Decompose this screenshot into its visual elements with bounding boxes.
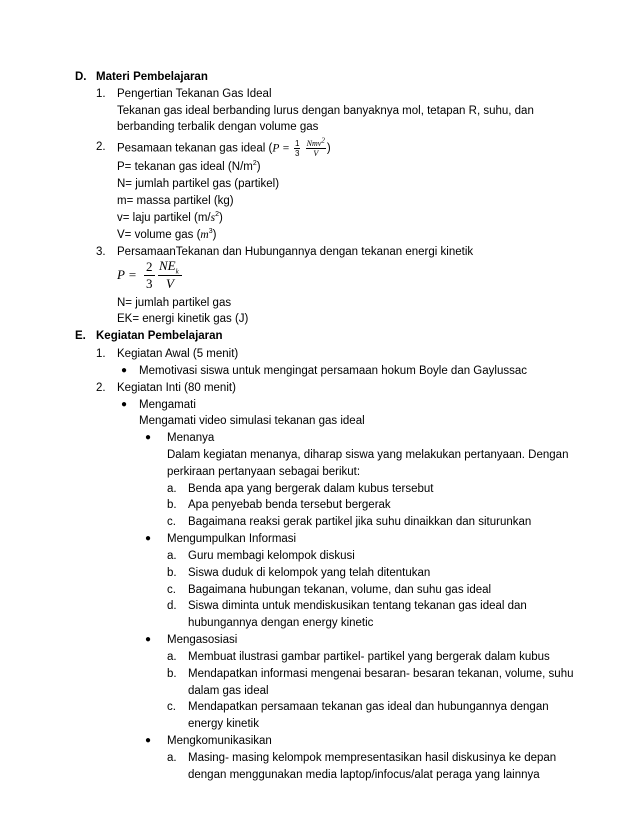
mengkomunikasikan-item-a: Masing- masing kelompok mempresentasikan hasil diskusinya ke depan: [188, 752, 557, 764]
mengasosiasi-item-a: Membuat ilustrasi gambar partikel- partikel yang bergerak dalam kubus: [188, 651, 550, 663]
mengumpulkan-item-b-label: b.: [167, 567, 177, 579]
d-item2-def-n: N= jumlah partikel gas (partikel): [117, 178, 280, 190]
bullet-icon: ●: [121, 365, 128, 376]
mengumpulkan-item-d-label: d.: [167, 600, 177, 612]
menanya-title: Menanya: [167, 432, 215, 444]
mengasosiasi-title: Mengasosiasi: [167, 634, 238, 646]
mengumpulkan-item-d-cont: hubungannya dengan energy kinetic: [188, 617, 374, 629]
mengkomunikasikan-title: Mengkomunikasikan: [167, 735, 272, 747]
mengasosiasi-item-c: Mendapatkan persamaan tekanan gas ideal dan hubungannya dengan: [188, 701, 549, 713]
d-item3-formula: [117, 258, 187, 292]
section-e-label: E.: [75, 330, 86, 342]
bullet-icon: ●: [145, 533, 152, 544]
bullet-icon: ●: [145, 735, 152, 746]
d-item1-text-line1: Tekanan gas ideal berbanding lurus dengan banyaknya mol, tetapan R, suhu, dan: [117, 105, 534, 117]
mengasosiasi-item-b-label: b.: [167, 668, 177, 680]
d-item1-title: Pengertian Tekanan Gas Ideal: [117, 88, 272, 100]
menanya-text-line2: perkiraan pertanyaan sebagai berikut:: [167, 466, 361, 478]
d-item1-num: 1.: [96, 88, 106, 100]
e-item1-num: 1.: [96, 348, 106, 360]
mengasosiasi-item-b-cont: dalam gas ideal: [188, 685, 269, 697]
d-item2-formula-line: Pesamaan tekanan gas ideal (P = $\frac{1}{3}$ $\frac{\text{Nmv2}}{V}$ ): [117, 136, 331, 158]
d-item2-num: 2.: [96, 141, 106, 153]
mengumpulkan-item-c: Bagaimana hubungan tekanan, volume, dan suhu gas ideal: [188, 584, 492, 596]
mengasosiasi-item-a-label: a.: [167, 651, 177, 663]
e-item2-num: 2.: [96, 382, 106, 394]
menanya-item-c: Bagaimana reaksi gerak partikel jika suhu dinaikkan dan siturunkan: [188, 516, 532, 528]
section-d-title: Materi Pembelajaran: [96, 71, 208, 83]
mengkomunikasikan-item-a-label: a.: [167, 752, 177, 764]
mengamati-text: Mengamati video simulasi tekanan gas ideal: [139, 415, 365, 427]
bullet-icon: ●: [121, 399, 128, 410]
mengkomunikasikan-item-a-cont: dengan menggunakan media laptop/infocus/alat peraga yang lainnya: [188, 769, 540, 781]
d-item2-def-volume: V= volume gas $(m^3)$: [117, 228, 217, 241]
mengumpulkan-item-d: Siswa diminta untuk mendiskusikan tentang tekanan gas ideal dan: [188, 600, 527, 612]
e-item2-title: Kegiatan Inti (80 menit): [117, 382, 236, 394]
section-e-title: Kegiatan Pembelajaran: [96, 330, 223, 342]
menanya-item-a-label: a.: [167, 483, 177, 495]
d-item2-def-v: v= laju partikel $(m/s^2)$: [117, 211, 223, 224]
bullet-icon: ●: [145, 634, 152, 645]
menanya-text-line1: Dalam kegiatan menanya, diharap siswa yang melakukan pertanyaan. Dengan: [167, 449, 569, 461]
mengumpulkan-item-a-label: a.: [167, 550, 177, 562]
d-item3-def-n: N= jumlah partikel gas: [117, 297, 232, 309]
menanya-item-b-label: b.: [167, 499, 177, 511]
d-item1-text-line2: berbanding terbalik dengan volume gas: [117, 121, 319, 133]
d-item2-title: Pesamaan tekanan gas ideal: [117, 142, 266, 155]
mengasosiasi-item-c-label: c.: [167, 701, 176, 713]
d-item2-def-p: P= tekanan gas ideal $(N/m^2)$: [117, 160, 261, 173]
d-item2-def-m: m= massa partikel (kg): [117, 195, 234, 207]
d-item3-title: PersamaanTekanan dan Hubungannya dengan tekanan energi kinetik: [117, 246, 474, 258]
d-item3-frac-num: $NE_k$: [159, 258, 179, 276]
d-item3-formula-lhs: P =: [117, 267, 137, 282]
mengumpulkan-item-c-label: c.: [167, 584, 176, 596]
menanya-item-b: Apa penyebab benda tersebut bergerak: [188, 499, 391, 511]
e-item1-title: Kegiatan Awal (5 menit): [117, 348, 239, 360]
e-item1-bullet-text: Memotivasi siswa untuk mengingat persamaan hokum Boyle dan Gaylussac: [139, 365, 527, 377]
menanya-item-a: Benda apa yang bergerak dalam kubus tersebut: [188, 483, 434, 495]
d-item2-coef-fraction: $\frac{1}{3}$: [295, 139, 300, 158]
d-item2-main-fraction: $\frac{\text{Nmv2}}{V}$: [306, 136, 325, 158]
d-item3-def-ek: EK= energi kinetik gas (J): [117, 313, 249, 325]
d-item3-num: 3.: [96, 246, 106, 258]
d-item3-frac-den: V: [166, 276, 174, 291]
section-d-label: D.: [75, 71, 87, 83]
mengumpulkan-item-b: Siswa duduk di kelompok yang telah ditentukan: [188, 567, 431, 579]
mengamati-title: Mengamati: [139, 399, 196, 411]
mengumpulkan-title: Mengumpulkan Informasi: [167, 533, 297, 545]
d-item3-coef-den: 3: [146, 276, 153, 291]
mengumpulkan-item-a: Guru membagi kelompok diskusi: [188, 550, 355, 562]
bullet-icon: ●: [145, 432, 152, 443]
d-item3-coef-num: 2: [146, 259, 153, 274]
menanya-item-c-label: c.: [167, 516, 176, 528]
mengasosiasi-item-b: Mendapatkan informasi mengenai besaran- besaran tekanan, volume, suhu: [188, 668, 574, 680]
d-item2-formula-lhs: P =: [272, 142, 290, 155]
mengasosiasi-item-c-cont: energy kinetik: [188, 718, 259, 730]
